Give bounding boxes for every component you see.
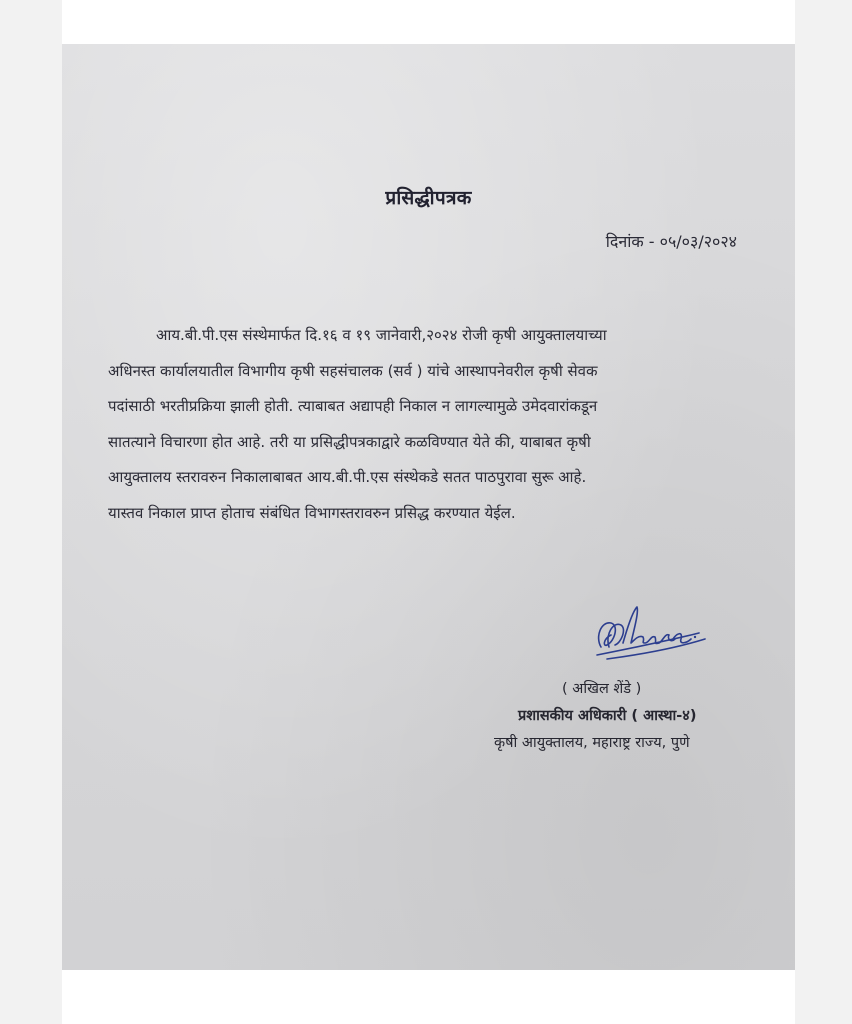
signatory-block (472, 676, 772, 757)
signatory-name: ( अखिल शेंडे ) (562, 681, 642, 697)
document-title: प्रसिद्धीपत्रक (385, 187, 472, 209)
signatory-designation: प्रशासकीय अधिकारी ( आस्था-४) (518, 708, 697, 724)
body-line: अधिनस्त कार्यालयातील विभागीय कृषी सहसंचालक (सर्व ) यांचे आस्थापनेवरील कृषी सेवक (108, 361, 598, 380)
body-line: आय.बी.पी.एस संस्थेमार्फत दि.१६ व १९ जानेवारी,२०२४ रोजी कृषी आयुक्तालयाच्या (156, 326, 607, 344)
document-date: दिनांक - ०५/०३/२०२४ (605, 232, 737, 251)
body-line: आयुक्तालय स्तरावरुन निकालाबाबत आय.बी.पी.एस संस्थेकडे सतत पाठपुरावा सुरू आहे. (108, 468, 587, 487)
signatory-office: कृषी आयुक्तालय, महाराष्ट्र राज्य, पुणे (494, 735, 690, 751)
handwritten-signature (587, 599, 717, 669)
body-line: यास्तव निकाल प्राप्त होताच संबंधित विभागस्तरावरुन प्रसिद्ध करण्यात येईल. (108, 503, 516, 522)
document-body (108, 318, 748, 532)
body-line: सातत्याने विचारणा होत आहे. तरी या प्रसिद्धीपत्रकाद्वारे कळविण्यात येते की, याबाबत कृषी (108, 432, 591, 451)
body-line: पदांसाठी भरतीप्रक्रिया झाली होती. त्याबाबत अद्यापही निकाल न लागल्यामुळे उमेदवारांकडून (108, 397, 598, 416)
scanned-document (62, 44, 795, 970)
